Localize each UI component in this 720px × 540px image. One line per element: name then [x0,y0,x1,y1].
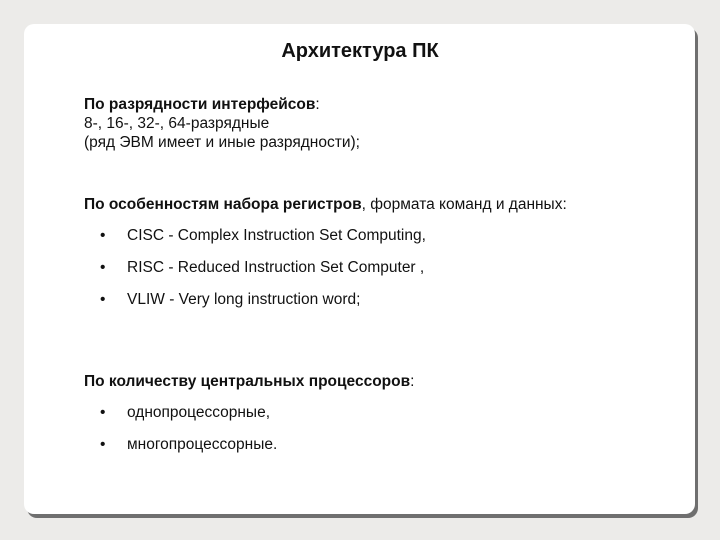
list-item-text: CISC - Complex Instruction Set Computing, [127,227,426,244]
section-heading-rest: : [410,373,415,390]
section-cpu-count [84,372,415,453]
section-heading-bold: По количеству центральных процессоров [84,373,411,390]
bullet-mark: • [100,227,106,244]
section-heading-bold: По особенностям набора регистров [84,196,362,213]
section-heading-rest: , формата команд и данных: [361,196,567,213]
section-heading [84,372,414,391]
bullet-mark: • [100,404,106,421]
text-line: (ряд ЭВМ имеет и иные разрядности); [84,134,360,151]
section-heading [84,95,360,114]
section-heading [84,195,567,214]
section-heading-rest: : [315,96,320,113]
section-bit-width [84,95,360,152]
bullet-mark: • [100,259,106,276]
slide-title: Архитектура ПК [281,40,439,62]
section-heading-bold: По разрядности интерфейсов [84,96,316,113]
list-item-text: однопроцессорные, [127,404,271,421]
text-line: 8-, 16-, 32-, 64-разрядные [84,115,270,132]
list-item-text: RISC - Reduced Instruction Set Computer , [127,259,425,276]
list-item-text: VLIW - Very long instruction word; [127,291,361,308]
bullet-mark: • [100,291,106,308]
section-register-set [84,195,567,308]
bullet-mark: • [100,436,106,453]
list-item-text: многопроцессорные. [127,436,278,453]
